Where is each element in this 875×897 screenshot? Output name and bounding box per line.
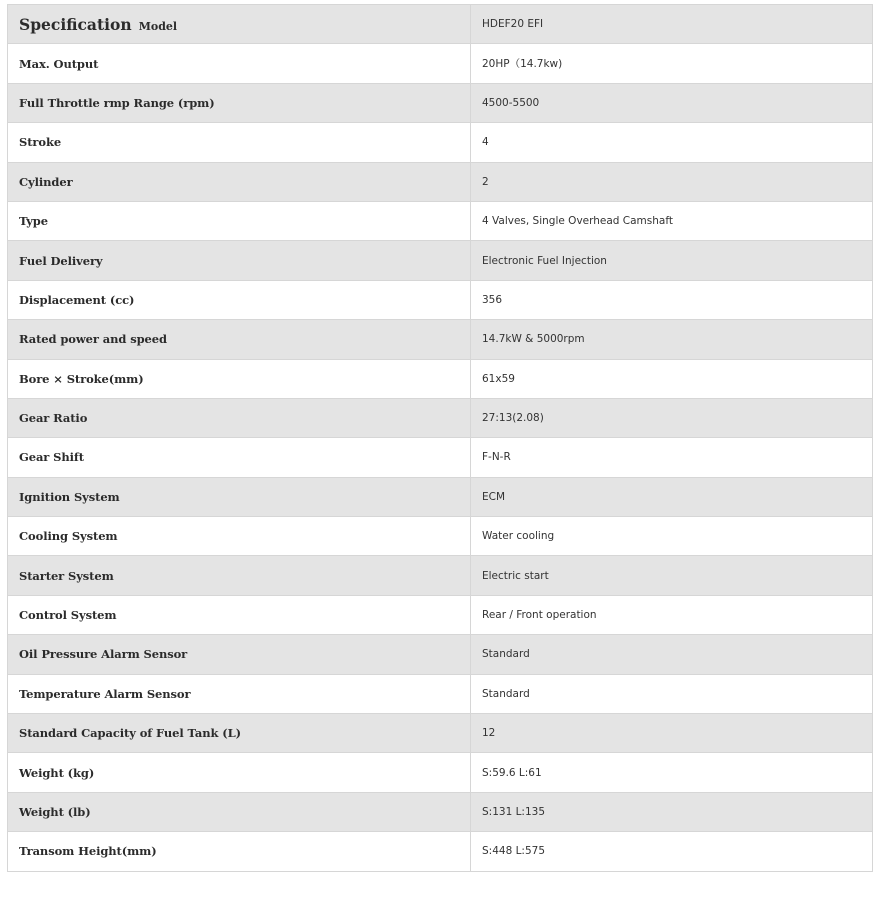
table-row <box>8 832 873 871</box>
row-label: Rated power and speed <box>8 320 471 359</box>
row-label: Full Throttle rmp Range (rpm) <box>8 83 471 122</box>
table-row <box>8 635 873 674</box>
specification-table <box>7 4 873 872</box>
row-value: 20HP（14.7kw) <box>471 44 873 83</box>
table-title: Specification <box>19 14 132 34</box>
table-row <box>8 517 873 556</box>
row-label: Starter System <box>8 556 471 595</box>
row-label: Oil Pressure Alarm Sensor <box>8 635 471 674</box>
table-row <box>8 241 873 280</box>
row-value: 14.7kW & 5000rpm <box>471 320 873 359</box>
row-value: S:131 L:135 <box>471 792 873 831</box>
table-row <box>8 320 873 359</box>
table-row <box>8 595 873 634</box>
row-value: 61x59 <box>471 359 873 398</box>
row-value: S:448 L:575 <box>471 832 873 871</box>
row-label: Max. Output <box>8 44 471 83</box>
row-value: 2 <box>471 162 873 201</box>
table-row <box>8 714 873 753</box>
row-label: Displacement (cc) <box>8 280 471 319</box>
model-value: HDEF20 EFI <box>471 5 873 44</box>
row-value: 4 Valves, Single Overhead Camshaft <box>471 201 873 240</box>
row-label: Cylinder <box>8 162 471 201</box>
row-label: Weight (lb) <box>8 792 471 831</box>
table-subtitle: Model <box>138 19 178 33</box>
row-value: 12 <box>471 714 873 753</box>
row-value: Standard <box>471 674 873 713</box>
table-row <box>8 162 873 201</box>
row-value: Water cooling <box>471 517 873 556</box>
table-row <box>8 438 873 477</box>
row-label: Bore × Stroke(mm) <box>8 359 471 398</box>
row-value: Rear / Front operation <box>471 595 873 634</box>
row-label: Standard Capacity of Fuel Tank (L) <box>8 714 471 753</box>
row-value: F-N-R <box>471 438 873 477</box>
row-value: 4500-5500 <box>471 83 873 122</box>
row-label: Weight (kg) <box>8 753 471 792</box>
table-row <box>8 83 873 122</box>
row-value: Electronic Fuel Injection <box>471 241 873 280</box>
row-label: Control System <box>8 595 471 634</box>
table-row <box>8 556 873 595</box>
table-row <box>8 792 873 831</box>
row-label: Temperature Alarm Sensor <box>8 674 471 713</box>
row-label: Fuel Delivery <box>8 241 471 280</box>
table-header-row <box>8 5 873 44</box>
table-row <box>8 280 873 319</box>
table-row <box>8 398 873 437</box>
row-label: Transom Height(mm) <box>8 832 471 871</box>
table-row <box>8 674 873 713</box>
table-row <box>8 359 873 398</box>
row-label: Gear Ratio <box>8 398 471 437</box>
table-row <box>8 753 873 792</box>
row-value: Electric start <box>471 556 873 595</box>
row-label: Stroke <box>8 123 471 162</box>
row-value: 356 <box>471 280 873 319</box>
row-label: Type <box>8 201 471 240</box>
table-row <box>8 123 873 162</box>
row-label: Cooling System <box>8 517 471 556</box>
table-row <box>8 477 873 516</box>
row-value: Standard <box>471 635 873 674</box>
row-value: ECM <box>471 477 873 516</box>
row-value: S:59.6 L:61 <box>471 753 873 792</box>
table-row <box>8 201 873 240</box>
row-value: 27:13(2.08) <box>471 398 873 437</box>
header-label-cell <box>8 5 471 44</box>
table-row <box>8 44 873 83</box>
row-label: Ignition System <box>8 477 471 516</box>
row-label: Gear Shift <box>8 438 471 477</box>
row-value: 4 <box>471 123 873 162</box>
